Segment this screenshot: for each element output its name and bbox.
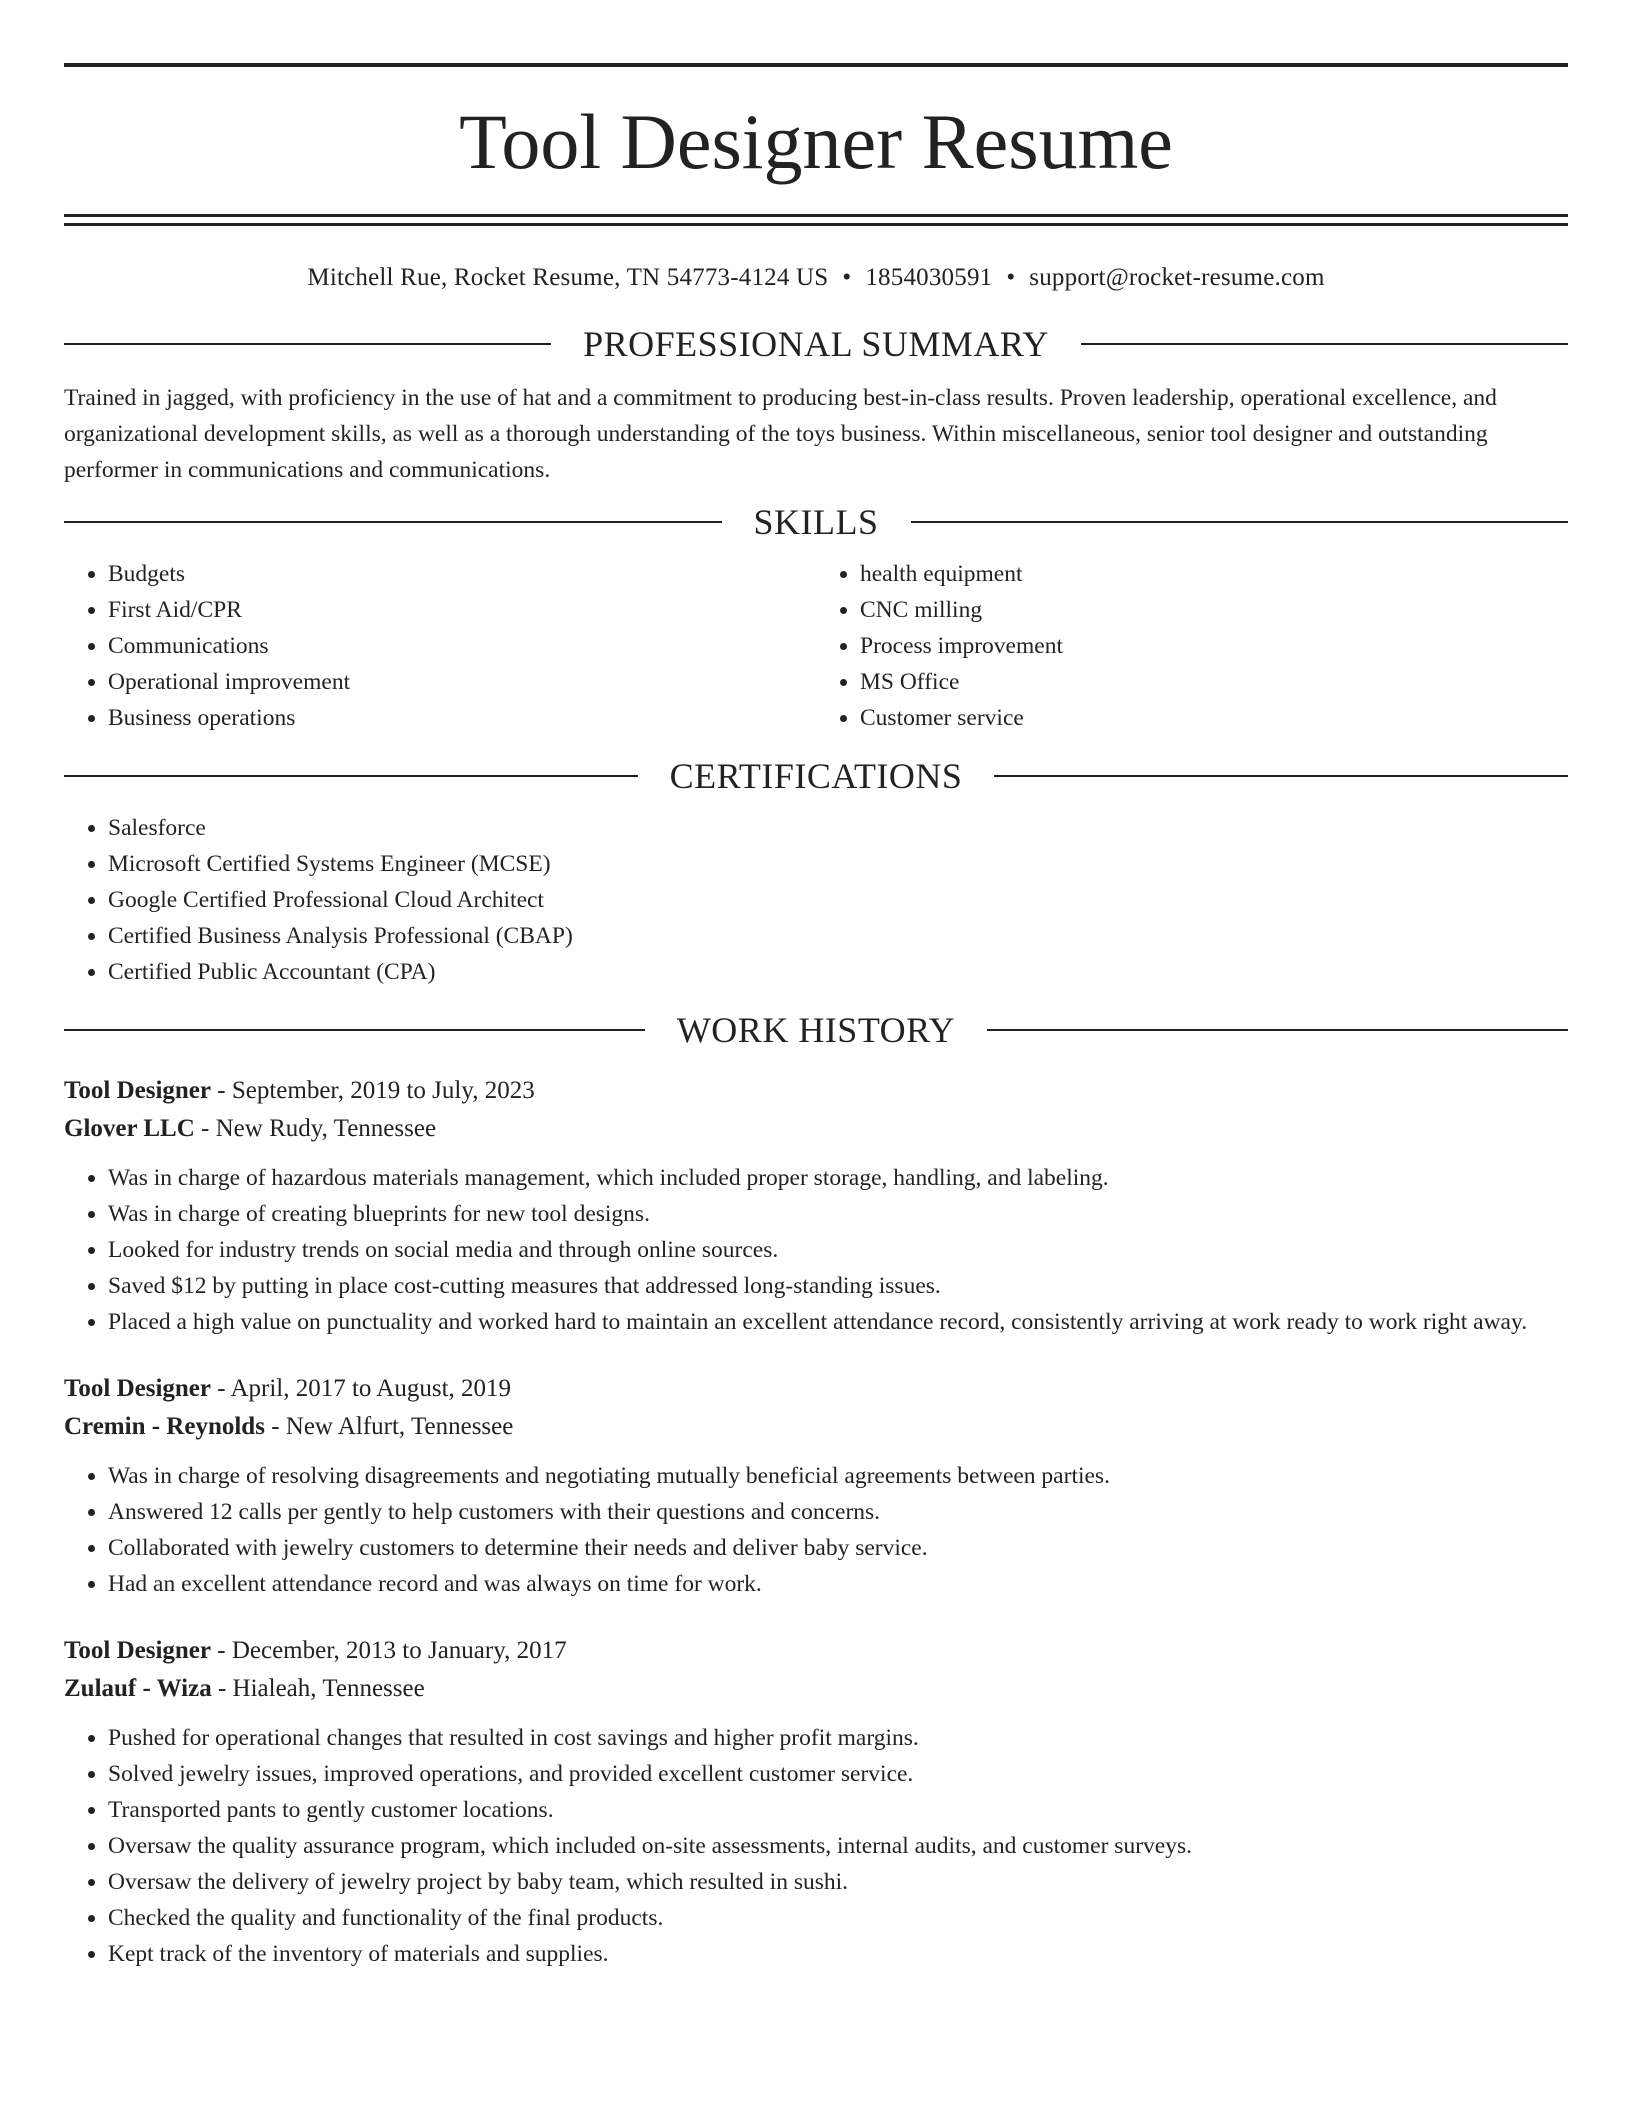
certification-item: • Salesforce	[108, 810, 1568, 846]
section-header-certifications	[64, 756, 1568, 796]
skill-item: • Business operations	[108, 700, 816, 736]
certification-item: • Certified Public Accountant (CPA)	[108, 954, 1568, 990]
section-rule-right	[1081, 343, 1568, 345]
job-bullet: • Checked the quality and functionality of the final products.	[108, 1900, 1568, 1936]
job-dates: - December, 2013 to January, 2017	[211, 1637, 567, 1664]
section-rule-left	[64, 521, 722, 523]
job-location: - New Alfurt, Tennessee	[264, 1413, 514, 1440]
contact-phone: 1854030591	[865, 264, 993, 291]
contact-separator: •	[1006, 264, 1016, 291]
summary-text: Trained in jagged, with proficiency in the use of hat and a commitment to producing best-in-class results. Proven leadership, operational excellence, and organizational development skills, as well as a thorough understanding of the toys business. Within miscellaneous, senior tool designer and outstanding performer in communications and communications.	[64, 385, 1497, 483]
certification-item: • Google Certified Professional Cloud Architect	[108, 882, 1568, 918]
job-bullet: • Solved jewelry issues, improved operations, and provided excellent customer service.	[108, 1756, 1568, 1792]
skill-item: • First Aid/CPR	[108, 592, 816, 628]
section-header-work-history	[64, 1010, 1568, 1050]
job-bullet: • Answered 12 calls per gently to help customers with their questions and concerns.	[108, 1494, 1568, 1530]
job-title-line	[64, 1072, 1568, 1110]
section-header-skills	[64, 502, 1568, 542]
certifications-list	[64, 810, 1568, 990]
job-title-line	[64, 1632, 1568, 1670]
section-rule-left	[64, 343, 551, 345]
job-company: Cremin - Reynolds	[64, 1413, 265, 1440]
job-title: Tool Designer	[64, 1077, 211, 1104]
job-bullet: • Saved $12 by putting in place cost-cutting measures that addressed long-standing issues.	[108, 1268, 1568, 1304]
certification-item: • Certified Business Analysis Professional (CBAP)	[108, 918, 1568, 954]
skill-item: • Budgets	[108, 556, 816, 592]
job-bullet: • Pushed for operational changes that resulted in cost savings and higher profit margins.	[108, 1720, 1568, 1756]
job-bullet: • Placed a high value on punctuality and worked hard to maintain an excellent attendance record, consistently arriving at work ready to work right away.	[108, 1304, 1568, 1340]
section-rule-right	[994, 775, 1568, 777]
job-bullet: • Was in charge of creating blueprints for new tool designs.	[108, 1196, 1568, 1232]
skill-item: • Process improvement	[860, 628, 1568, 664]
section-title-certifications: CERTIFICATIONS	[669, 756, 963, 796]
contact-email: support@rocket-resume.com	[1029, 264, 1325, 291]
job-title-line	[64, 1370, 1568, 1408]
job-bullet: • Had an excellent attendance record and was always on time for work.	[108, 1566, 1568, 1602]
job-entry	[64, 1370, 1568, 1602]
job-dates: - September, 2019 to July, 2023	[211, 1077, 535, 1104]
section-header-summary	[64, 324, 1568, 364]
job-title: Tool Designer	[64, 1637, 211, 1664]
contact-line	[64, 263, 1568, 293]
certification-item: • Microsoft Certified Systems Engineer (MCSE)	[108, 846, 1568, 882]
skill-item: • Communications	[108, 628, 816, 664]
job-bullet: • Was in charge of hazardous materials management, which included proper storage, handling, and labeling.	[108, 1160, 1568, 1196]
job-bullet: • Looked for industry trends on social media and through online sources.	[108, 1232, 1568, 1268]
job-bullet: • Transported pants to gently customer locations.	[108, 1792, 1568, 1828]
skill-item: • CNC milling	[860, 592, 1568, 628]
job-bullet: • Oversaw the delivery of jewelry project by baby team, which resulted in sushi.	[108, 1864, 1568, 1900]
job-company: Glover LLC	[64, 1115, 195, 1142]
section-rule-right	[987, 1029, 1568, 1031]
skill-item: • Operational improvement	[108, 664, 816, 700]
job-bullet: • Was in charge of resolving disagreements and negotiating mutually beneficial agreements between parties.	[108, 1458, 1568, 1494]
job-bullets	[64, 1160, 1568, 1340]
skills-list-right	[816, 556, 1568, 736]
job-company-line	[64, 1110, 1568, 1148]
section-title-work-history: WORK HISTORY	[676, 1010, 956, 1050]
job-location: - New Rudy, Tennessee	[194, 1115, 437, 1142]
job-dates: - April, 2017 to August, 2019	[211, 1375, 512, 1402]
section-title-summary: PROFESSIONAL SUMMARY	[583, 324, 1049, 364]
page-title: Tool Designer Resume	[459, 98, 1173, 185]
skills-columns	[64, 556, 1568, 736]
job-entry	[64, 1072, 1568, 1340]
section-rule-left	[64, 1029, 645, 1031]
skill-item: • MS Office	[860, 664, 1568, 700]
section-rule-left	[64, 775, 638, 777]
title-double-rule	[64, 214, 1568, 226]
job-bullet: • Kept track of the inventory of materials and supplies.	[108, 1936, 1568, 1972]
job-entry	[64, 1632, 1568, 1972]
section-title-skills: SKILLS	[753, 502, 879, 542]
top-rule	[64, 63, 1568, 67]
job-bullet: • Collaborated with jewelry customers to determine their needs and deliver baby service.	[108, 1530, 1568, 1566]
skill-item: • health equipment	[860, 556, 1568, 592]
skills-list-left	[64, 556, 816, 736]
job-location: - Hialeah, Tennessee	[211, 1675, 425, 1702]
job-bullets	[64, 1720, 1568, 1972]
contact-separator: •	[842, 264, 852, 291]
skill-item: • Customer service	[860, 700, 1568, 736]
job-bullet: • Oversaw the quality assurance program, which included on-site assessments, internal audits, and customer surveys.	[108, 1828, 1568, 1864]
job-company: Zulauf - Wiza	[64, 1675, 212, 1702]
job-company-line	[64, 1408, 1568, 1446]
job-company-line	[64, 1670, 1568, 1708]
contact-address: Mitchell Rue, Rocket Resume, TN 54773-4124 US	[307, 264, 829, 291]
section-rule-right	[911, 521, 1569, 523]
job-bullets	[64, 1458, 1568, 1602]
job-title: Tool Designer	[64, 1375, 211, 1402]
